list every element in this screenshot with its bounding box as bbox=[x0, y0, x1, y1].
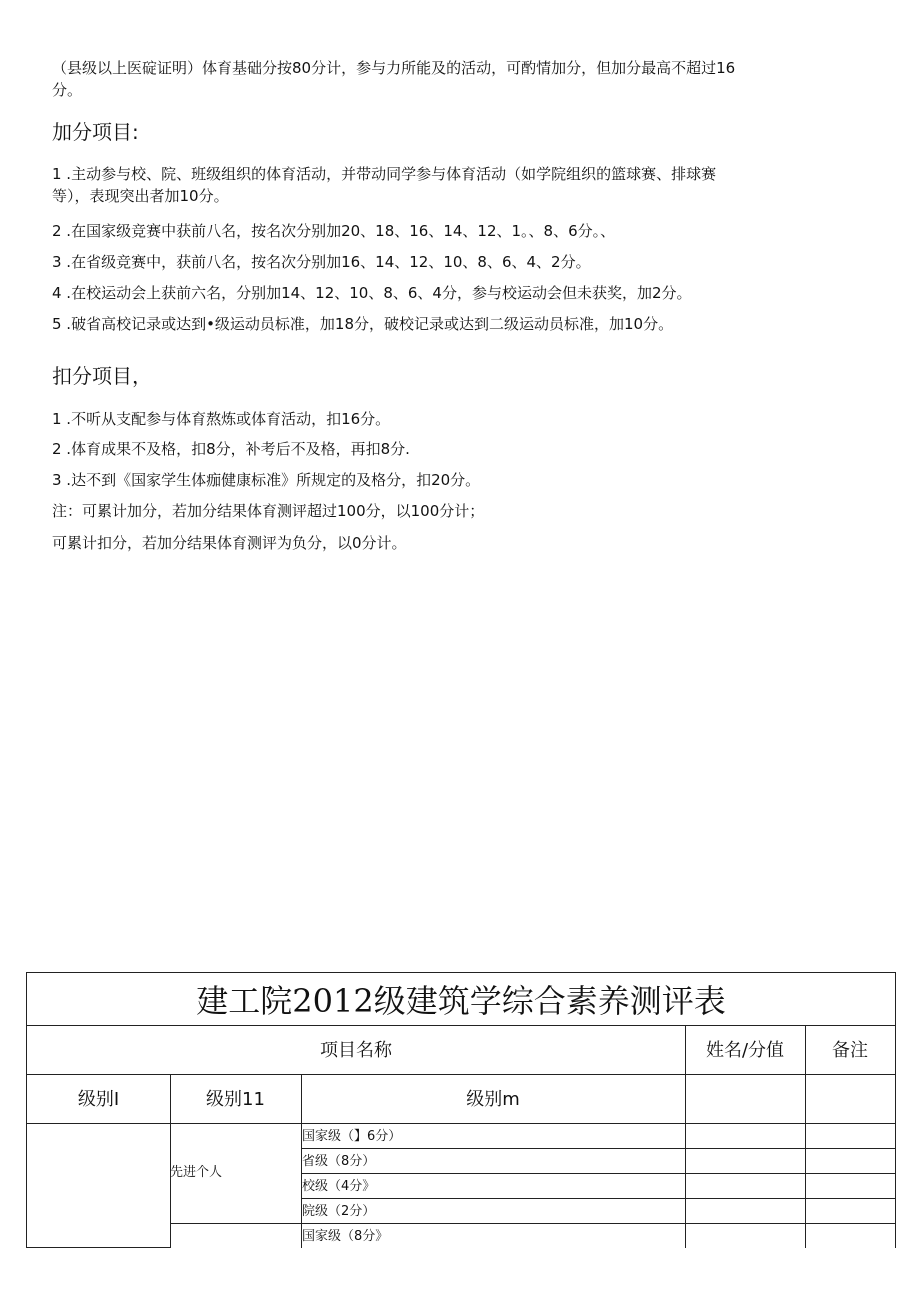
table-row: 校级（4分》 bbox=[302, 1179, 376, 1194]
deduct-heading: 扣分项目， bbox=[52, 364, 152, 388]
intro-line-2: 分。 bbox=[52, 81, 83, 99]
grid-line bbox=[685, 1026, 686, 1248]
table-row: 省级（8分） bbox=[302, 1154, 376, 1169]
grid-line bbox=[27, 1123, 895, 1124]
group-label-advanced-individual: 先进个人 bbox=[170, 1165, 223, 1180]
header-level-2: 级别11 bbox=[206, 1089, 265, 1110]
grid-line bbox=[170, 1075, 171, 1248]
header-remark: 备注 bbox=[832, 1040, 868, 1061]
grid-line bbox=[805, 1026, 806, 1248]
evaluation-table bbox=[26, 972, 896, 1248]
table-row: 国家级（8分》 bbox=[302, 1229, 389, 1244]
bonus-item-5: 5 .破省高校记录或达到•级运动员标准，加18分，破校记录或达到二级运动员标准，加10分。 bbox=[52, 315, 674, 333]
table-row: 国家级（】6分） bbox=[302, 1129, 402, 1144]
header-name-score: 姓名/分值 bbox=[705, 1040, 785, 1061]
grid-line bbox=[170, 1223, 895, 1224]
bonus-item-2: 2 .在国家级竞赛中获前八名，按名次分别加20、18、16、14、12、1。、8、6分。、 bbox=[52, 222, 616, 240]
table-title: 建工院2012级建筑学综合素养测评表 bbox=[27, 973, 895, 1026]
bonus-item-1: 1 .主动参与校、院、班级组织的体育活动，并带动同学参与体育活动（如学院组织的篮球赛、排球赛 bbox=[52, 165, 717, 183]
bonus-heading: 加分项目: bbox=[52, 120, 139, 144]
deduct-item-1: 1 .不听从支配参与体育熬炼或体育活动，扣16分。 bbox=[52, 410, 391, 428]
bonus-item-4: 4 .在校运动会上获前六名，分别加14、12、10、8、6、4分，参与校运动会但未获奖，加2分。 bbox=[52, 284, 692, 302]
grid-line bbox=[27, 1074, 895, 1075]
header-level-3: 级别m bbox=[466, 1089, 520, 1110]
deduct-item-2: 2 .体育成果不及格，扣8分，补考后不及格，再扣8分. bbox=[52, 440, 410, 458]
header-item-name: 项目名称 bbox=[320, 1040, 392, 1061]
grid-line bbox=[301, 1075, 302, 1248]
grid-line bbox=[27, 1247, 170, 1248]
bonus-item-3: 3 .在省级竞赛中，获前八名，按名次分别加16、14、12、10、8、6、4、2分。 bbox=[52, 253, 591, 271]
bonus-item-1-cont: 等），表现突出者加10分。 bbox=[52, 187, 229, 205]
table-row: 院级（2分） bbox=[302, 1204, 376, 1219]
header-level-1: 级别I bbox=[77, 1089, 120, 1110]
note-line-1: 注：可累计加分，若加分结果体育测评超过100分，以100分计； bbox=[52, 502, 485, 520]
deduct-item-3: 3 .达不到《国家学生体痂健康标准》所规定的及格分，扣20分。 bbox=[52, 471, 481, 489]
intro-line-1: （县级以上医碇证明）体育基础分按80分计，参与力所能及的活动，可酌情加分，但加分最高不超过16 bbox=[52, 59, 736, 77]
note-line-2: 可累计扣分，若加分结果体育测评为负分，以0分计。 bbox=[52, 534, 407, 552]
